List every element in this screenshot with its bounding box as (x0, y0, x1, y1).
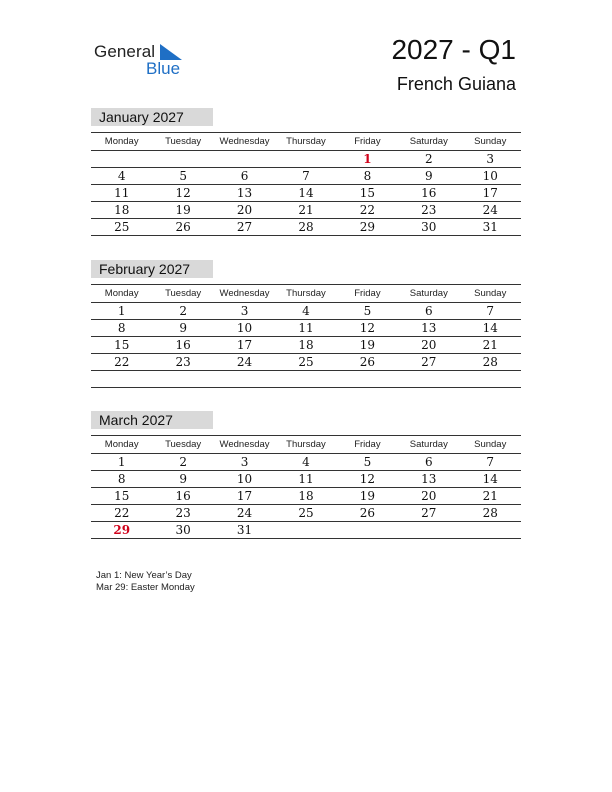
weekday-header-row (91, 436, 521, 454)
day-cell: 6 (425, 455, 433, 469)
weekday-header: Monday (104, 288, 139, 299)
day-cell: 6 (425, 304, 433, 318)
day-cell: 19 (359, 338, 376, 352)
day-cell: 8 (117, 321, 126, 335)
month-calendar (91, 260, 521, 388)
day-cell: 27 (421, 355, 437, 369)
weekday-header-row (91, 133, 521, 151)
weekday-header: Friday (354, 136, 381, 147)
day-cell: 29 (113, 523, 131, 537)
day-cell: 7 (302, 169, 310, 183)
empty-day-cell (152, 371, 213, 387)
day-cell: 15 (114, 489, 130, 503)
empty-day-cell (91, 371, 152, 387)
day-cell: 11 (114, 186, 130, 200)
weekday-header: Thursday (286, 439, 326, 450)
day-cell: 4 (302, 455, 310, 469)
day-cell: 16 (175, 338, 191, 352)
day-cell: 20 (421, 489, 437, 503)
day-cell: 3 (240, 304, 249, 318)
logo-word-blue: Blue (146, 59, 181, 78)
weekday-header: Thursday (286, 288, 326, 299)
empty-day-cell (214, 151, 275, 167)
weekday-header: Wednesday (219, 136, 270, 147)
day-cell: 5 (363, 455, 372, 469)
weekday-header: Saturday (409, 439, 448, 450)
day-cell: 29 (359, 220, 376, 234)
day-cell: 13 (421, 321, 437, 335)
day-cell: 15 (359, 186, 376, 200)
day-cell: 4 (117, 169, 126, 183)
day-cell: 6 (240, 169, 249, 183)
week-row (91, 337, 521, 354)
day-cell: 21 (298, 203, 314, 217)
day-cell: 11 (298, 321, 314, 335)
logo-word-general: General (94, 42, 156, 61)
day-cell: 30 (421, 220, 437, 234)
day-cell: 5 (363, 304, 372, 318)
day-cell: 10 (236, 321, 253, 335)
day-cell: 2 (425, 152, 433, 166)
day-cell: 23 (175, 355, 191, 369)
empty-day-cell (337, 522, 398, 538)
day-cell: 25 (298, 506, 314, 520)
empty-day-cell (275, 522, 336, 538)
month-calendar (91, 108, 521, 236)
day-cell: 12 (359, 472, 376, 486)
week-row (91, 371, 521, 388)
empty-day-cell (398, 371, 459, 387)
day-cell: 14 (482, 472, 498, 486)
day-cell: 2 (179, 455, 187, 469)
empty-day-cell (275, 371, 336, 387)
day-cell: 17 (236, 338, 253, 352)
weekday-header: Tuesday (165, 136, 202, 147)
holiday-note: Jan 1: New Year’s Day (96, 570, 192, 581)
logo-triangle-icon (160, 44, 182, 60)
day-cell: 26 (175, 220, 191, 234)
day-cell: 28 (298, 220, 314, 234)
week-row (91, 303, 521, 320)
day-cell: 16 (421, 186, 437, 200)
day-cell: 12 (175, 186, 191, 200)
week-row (91, 320, 521, 337)
day-cell: 7 (486, 304, 495, 318)
week-row (91, 471, 521, 488)
day-cell: 16 (175, 489, 191, 503)
generalblue-logo (94, 40, 194, 80)
empty-day-cell (214, 371, 275, 387)
empty-day-cell (91, 151, 152, 167)
weekday-header: Thursday (286, 136, 326, 147)
day-cell: 25 (298, 355, 314, 369)
day-cell: 1 (117, 304, 126, 318)
weekday-header: Saturday (409, 136, 448, 147)
weekday-header: Tuesday (165, 439, 202, 450)
day-cell: 20 (421, 338, 437, 352)
page-title: 2027 - Q1 (391, 34, 516, 65)
week-row (91, 522, 521, 539)
day-cell: 26 (359, 355, 376, 369)
weekday-header: Sunday (474, 136, 507, 147)
day-cell: 13 (236, 186, 253, 200)
week-row (91, 151, 521, 168)
day-cell: 24 (236, 355, 253, 369)
empty-day-cell (398, 522, 459, 538)
month-grid (91, 435, 521, 539)
weekday-header: Monday (104, 136, 139, 147)
week-row (91, 505, 521, 522)
day-cell: 27 (421, 506, 437, 520)
day-cell: 10 (482, 169, 498, 183)
day-cell: 28 (482, 355, 498, 369)
day-cell: 9 (179, 321, 187, 335)
day-cell: 7 (486, 455, 495, 469)
day-cell: 1 (117, 455, 126, 469)
month-calendar (91, 411, 521, 539)
day-cell: 28 (482, 506, 498, 520)
week-row (91, 488, 521, 505)
empty-day-cell (460, 371, 521, 387)
day-cell: 18 (114, 203, 130, 217)
week-row (91, 354, 521, 371)
empty-day-cell (337, 371, 398, 387)
day-cell: 12 (359, 321, 376, 335)
day-cell: 31 (482, 220, 498, 234)
holiday-notes (96, 570, 195, 594)
weekday-header-row (91, 285, 521, 303)
month-label: March 2027 (91, 411, 213, 429)
day-cell: 23 (175, 506, 191, 520)
day-cell: 18 (298, 489, 314, 503)
day-cell: 14 (482, 321, 498, 335)
day-cell: 17 (482, 186, 498, 200)
week-row (91, 168, 521, 185)
day-cell: 19 (175, 203, 191, 217)
empty-day-cell (275, 151, 336, 167)
weekday-header: Tuesday (165, 288, 202, 299)
week-row (91, 454, 521, 471)
day-cell: 22 (114, 355, 130, 369)
day-cell: 21 (482, 338, 498, 352)
day-cell: 13 (421, 472, 437, 486)
day-cell: 25 (114, 220, 130, 234)
day-cell: 5 (179, 169, 187, 183)
week-row (91, 219, 521, 236)
day-cell: 26 (359, 506, 376, 520)
weekday-header: Monday (104, 439, 139, 450)
day-cell: 10 (236, 472, 253, 486)
weekday-header: Sunday (474, 439, 507, 450)
day-cell: 22 (359, 203, 376, 217)
day-cell: 9 (425, 169, 433, 183)
day-cell: 2 (179, 304, 187, 318)
day-cell: 18 (298, 338, 314, 352)
weekday-header: Sunday (474, 288, 507, 299)
day-cell: 8 (363, 169, 372, 183)
month-label: January 2027 (91, 108, 213, 126)
day-cell: 17 (236, 489, 253, 503)
weekday-header: Friday (354, 288, 381, 299)
day-cell: 3 (486, 152, 495, 166)
day-cell: 19 (359, 489, 376, 503)
day-cell: 24 (482, 203, 498, 217)
region-subtitle: French Guiana (396, 74, 516, 94)
day-cell: 24 (236, 506, 253, 520)
week-row (91, 202, 521, 219)
month-grid (91, 132, 521, 236)
day-cell: 11 (298, 472, 314, 486)
week-row (91, 185, 521, 202)
day-cell: 15 (114, 338, 130, 352)
day-cell: 1 (363, 152, 372, 166)
day-cell: 9 (179, 472, 187, 486)
weekday-header: Wednesday (219, 439, 270, 450)
day-cell: 27 (236, 220, 253, 234)
day-cell: 23 (421, 203, 437, 217)
month-grid (91, 284, 521, 388)
weekday-header: Saturday (409, 288, 448, 299)
day-cell: 4 (302, 304, 310, 318)
month-label: February 2027 (91, 260, 213, 278)
weekday-header: Wednesday (219, 288, 270, 299)
day-cell: 31 (236, 523, 253, 537)
empty-day-cell (460, 522, 521, 538)
day-cell: 21 (482, 489, 498, 503)
day-cell: 14 (298, 186, 314, 200)
day-cell: 22 (114, 506, 130, 520)
weekday-header: Friday (354, 439, 381, 450)
holiday-note: Mar 29: Easter Monday (96, 582, 195, 593)
day-cell: 3 (240, 455, 249, 469)
empty-day-cell (152, 151, 213, 167)
day-cell: 8 (117, 472, 126, 486)
day-cell: 20 (236, 203, 253, 217)
day-cell: 30 (175, 523, 191, 537)
